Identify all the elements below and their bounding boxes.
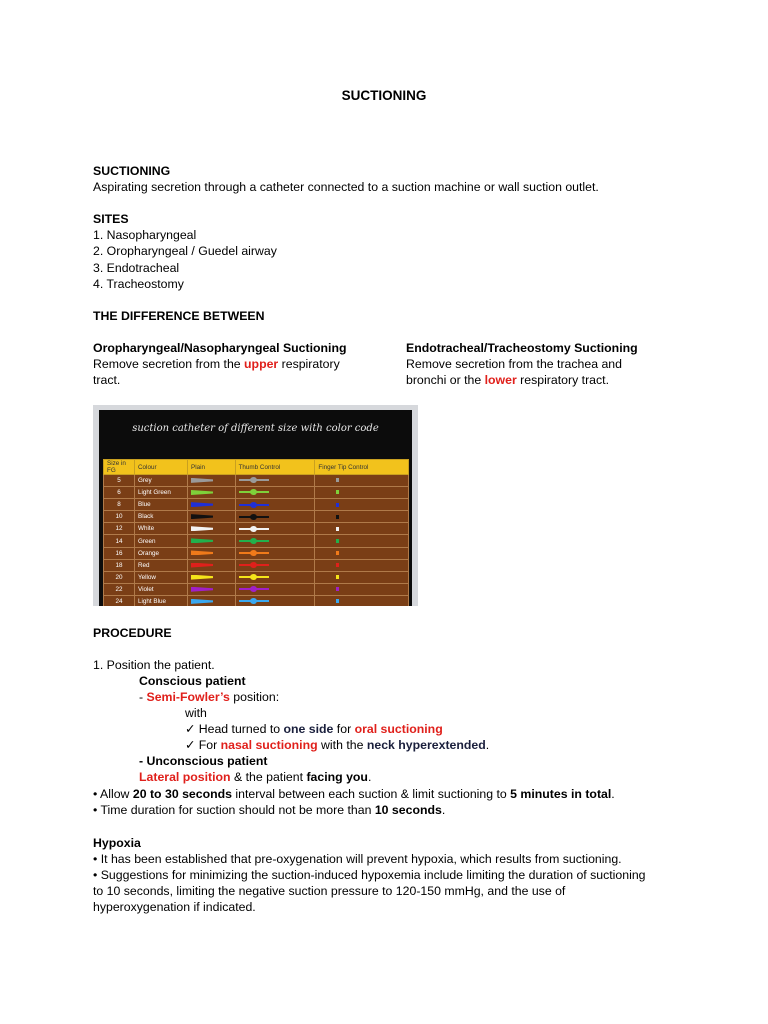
lower-suction-text-2: bronchi or the lower respiratory tract. [406,373,609,387]
site-item: 3. Endotracheal [93,261,180,275]
header-finger-tip-control: Finger Tip Control [315,460,409,475]
plain-catheter-icon [191,514,213,519]
plain-catheter-cell [188,595,236,606]
lower-suction-title: Endotracheal/Tracheostomy Suctioning [406,341,638,355]
finger-tip-icon [336,503,339,507]
plain-catheter-icon [191,550,213,555]
size-cell: 8 [104,499,135,511]
thumb-control-icon [239,504,269,506]
plain-catheter-cell [188,475,236,487]
thumb-control-icon [239,540,269,542]
procedure-step-1: 1. Position the patient. [93,658,215,672]
checkmark-icon: ✓ [185,722,196,736]
document-title: SUCTIONING [341,88,427,103]
finger-tip-icon [336,539,339,543]
finger-tip-cell [315,511,409,523]
finger-tip-icon [336,599,339,603]
colour-cell: White [135,523,188,535]
plain-catheter-cell [188,571,236,583]
thumb-control-cell [235,523,315,535]
table-row [104,499,409,511]
semi-fowler-line: - Semi-Fowler’s position: [139,690,280,704]
finger-tip-icon [336,527,339,531]
size-cell: 24 [104,595,135,606]
plain-catheter-cell [188,535,236,547]
definition-text: Aspirating secretion through a catheter connected to a suction machine or wall suction outlet. [93,180,599,194]
hypoxia-line: • It has been established that pre-oxygenation will prevent hypoxia, which results from suctioning. [93,852,622,866]
table-row [104,511,409,523]
table-header-row [104,460,409,475]
thumb-control-icon [239,552,269,554]
size-cell: 14 [104,535,135,547]
finger-tip-cell [315,559,409,571]
interval-bullet: • Allow 20 to 30 seconds interval between each suction & limit suctioning to 5 minutes in total. [93,787,615,801]
catheter-color-code-image [93,405,418,606]
thumb-control-icon [239,600,269,602]
size-cell: 22 [104,583,135,595]
thumb-control-icon [239,528,269,530]
finger-tip-icon [336,563,339,567]
lower-suction-text: Remove secretion from the trachea and [406,357,622,371]
unconscious-patient-label: - Unconscious patient [139,754,268,768]
hypoxia-line: • Suggestions for minimizing the suction-induced hypoxemia include limiting the duration of suctioning [93,868,646,882]
plain-catheter-icon [191,478,213,483]
site-item: 4. Tracheostomy [93,277,184,291]
size-cell: 12 [104,523,135,535]
header-plain: Plain [188,460,236,475]
thumb-control-icon [239,491,269,493]
procedure-heading: PROCEDURE [93,626,172,640]
difference-heading: THE DIFFERENCE BETWEEN [93,309,265,323]
table-row [104,523,409,535]
thumb-control-cell [235,511,315,523]
finger-tip-cell [315,487,409,499]
upper-suction-title: Oropharyngeal/Nasopharyngeal Suctioning [93,341,347,355]
plain-catheter-cell [188,499,236,511]
site-item: 1. Nasopharyngeal [93,228,197,242]
catheter-table [103,459,409,606]
plain-catheter-cell [188,511,236,523]
table-row [104,547,409,559]
finger-tip-cell [315,571,409,583]
plain-catheter-icon [191,538,213,543]
finger-tip-cell [315,475,409,487]
thumb-control-icon [239,516,269,518]
checklist-item-oral: ✓ Head turned to one side for oral suctioning [185,722,443,736]
thumb-control-cell [235,595,315,606]
plain-catheter-cell [188,523,236,535]
plain-catheter-cell [188,559,236,571]
finger-tip-cell [315,547,409,559]
colour-cell: Orange [135,547,188,559]
thumb-control-cell [235,499,315,511]
plain-catheter-icon [191,587,213,592]
finger-tip-icon [336,478,339,482]
upper-suction-column [93,340,383,388]
size-cell: 10 [104,511,135,523]
lower-suction-column [406,340,696,388]
lateral-position-line: Lateral position & the patient facing you. [139,770,372,784]
plain-catheter-icon [191,599,213,604]
thumb-control-cell [235,487,315,499]
table-row [104,571,409,583]
plain-catheter-cell [188,583,236,595]
finger-tip-cell [315,535,409,547]
finger-tip-cell [315,583,409,595]
thumb-control-icon [239,479,269,481]
table-row [104,583,409,595]
catheter-board [99,410,412,606]
size-cell: 18 [104,559,135,571]
thumb-control-icon [239,576,269,578]
finger-tip-icon [336,515,339,519]
sites-heading: SITES [93,212,129,226]
colour-cell: Blue [135,499,188,511]
upper-suction-text: Remove secretion from the upper respiratory [93,357,340,371]
table-row [104,475,409,487]
colour-cell: Black [135,511,188,523]
plain-catheter-icon [191,526,213,531]
checkmark-icon: ✓ [185,738,196,752]
colour-cell: Yellow [135,571,188,583]
size-cell: 20 [104,571,135,583]
conscious-patient-label: Conscious patient [139,674,246,688]
table-row [104,487,409,499]
definition-heading: SUCTIONING [93,164,171,178]
hypoxia-line: hyperoxygenation if indicated. [93,900,256,914]
size-cell: 5 [104,475,135,487]
finger-tip-cell [315,523,409,535]
colour-cell: Light Blue [135,595,188,606]
finger-tip-cell [315,595,409,606]
colour-cell: Violet [135,583,188,595]
thumb-control-cell [235,571,315,583]
plain-catheter-icon [191,502,213,507]
plain-catheter-cell [188,487,236,499]
plain-catheter-cell [188,547,236,559]
header-thumb-control: Thumb Control [235,460,315,475]
hypoxia-line: to 10 seconds, limiting the negative suction pressure to 120-150 mmHg, and the use of [93,884,566,898]
finger-tip-icon [336,575,339,579]
table-row [104,535,409,547]
checklist-item-nasal: ✓ For nasal suctioning with the neck hyperextended. [185,738,490,752]
header-colour: Colour [135,460,188,475]
colour-cell: Grey [135,475,188,487]
hypoxia-heading: Hypoxia [93,836,141,850]
thumb-control-cell [235,535,315,547]
table-caption: suction catheter of different size with color code [132,423,379,434]
size-cell: 16 [104,547,135,559]
plain-catheter-icon [191,563,213,568]
finger-tip-icon [336,551,339,555]
duration-bullet: • Time duration for suction should not be more than 10 seconds. [93,803,446,817]
finger-tip-icon [336,587,339,591]
thumb-control-icon [239,588,269,590]
with-label: with [185,706,207,720]
plain-catheter-icon [191,490,213,495]
thumb-control-icon [239,564,269,566]
finger-tip-cell [315,499,409,511]
size-cell: 6 [104,487,135,499]
thumb-control-cell [235,547,315,559]
table-row [104,559,409,571]
header-size: Size in FG [104,460,135,475]
table-row [104,595,409,606]
site-item: 2. Oropharyngeal / Guedel airway [93,244,277,258]
plain-catheter-icon [191,575,213,580]
thumb-control-cell [235,475,315,487]
thumb-control-cell [235,583,315,595]
colour-cell: Light Green [135,487,188,499]
colour-cell: Green [135,535,188,547]
colour-cell: Red [135,559,188,571]
upper-suction-text-2: tract. [93,373,121,387]
finger-tip-icon [336,490,339,494]
thumb-control-cell [235,559,315,571]
